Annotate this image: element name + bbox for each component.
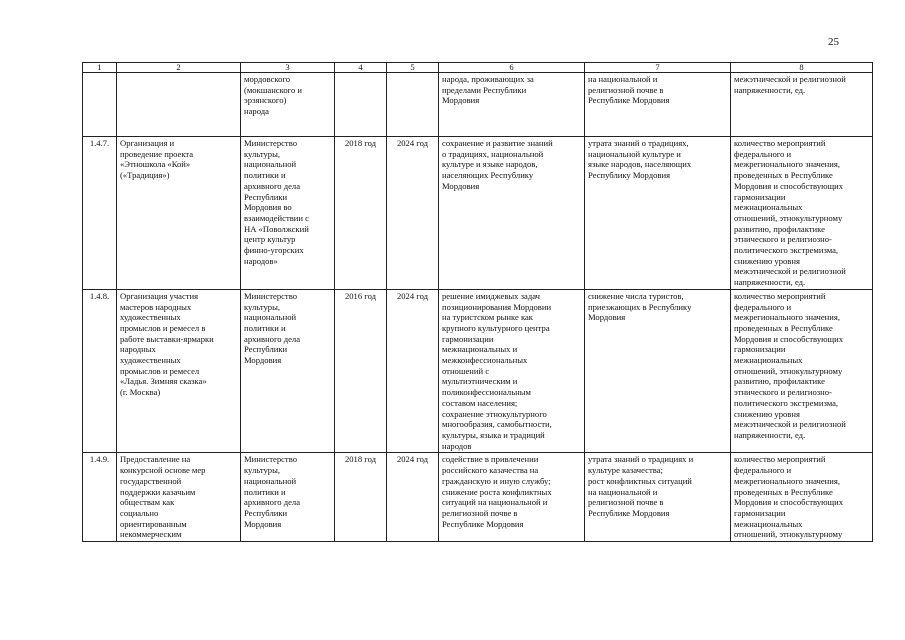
measure-name-cell: Организация участия мастеров народных художественных промыслов и ремесел в работе выставки-ярмарки народных художественных промыслов и ремесел «Ладья. Зимняя сказка» (г. Москва) [117,289,241,453]
column-header: 8 [731,63,873,73]
column-number-row [83,63,873,73]
measure-name-cell [117,73,241,137]
table-row [83,137,873,290]
indicator-cell: количество мероприятий федерального и межрегионального значения, проведенных в Республике Мордовия и способствующих гармонизации межнациональных отношений, этнокультурному [731,453,873,542]
expected-result-cell: решение имиджевых задач позиционирования Мордовии на туристском рынке как крупного культурного центра гармонизации межнациональных и межконфессиональных отношений с мультиэтническим и поликонфессиональным составом населения; сохранение этнокультурного многообразия, самобытности, культуры, языка и традиций народов [439,289,585,453]
item-number-cell [83,73,117,137]
item-number-cell: 1.4.9. [83,453,117,542]
column-header: 4 [335,63,387,73]
indicator-cell: количество мероприятий федерального и межрегионального значения, проведенных в Республике Мордовия и способствующих гармонизации межнациональных отношений, этнокультурному развитию, профилактике этнического и религиозно- политического экстремизма, снижению уровня межэтнической и религиозной напряженности, ед. [731,289,873,453]
start-year-cell: 2016 год [335,289,387,453]
column-header: 7 [585,63,731,73]
executor-cell: Министерство культуры, национальной политики и архивного дела Республики Мордовия [241,453,335,542]
consequence-cell: на национальной и религиозной почве в Республике Мордовия [585,73,731,137]
page-number: 25 [828,36,839,48]
start-year-cell: 2018 год [335,137,387,290]
executor-cell: мордовского (мокшанского и эрзянского) народа [241,73,335,137]
consequence-cell: снижение числа туристов, приезжающих в Республику Мордовия [585,289,731,453]
measure-name-cell: Организация и проведение проекта «Этношкола «Кой» («Традиция») [117,137,241,290]
expected-result-cell: народа, проживающих за пределами Республики Мордовия [439,73,585,137]
executor-cell: Министерство культуры, национальной политики и архивного дела Республики Мордовия во взаимодействии с НА «Поволжский центр культур финно-угорских народов» [241,137,335,290]
start-year-cell [335,73,387,137]
indicator-cell: количество мероприятий федерального и межрегионального значения, проведенных в Республике Мордовия и способствующих гармонизации межнациональных отношений, этнокультурному развитию, профилактике этнического и религиозно- политического экстремизма, снижению уровня межэтнической и религиозной напряженности, ед. [731,137,873,290]
table-row [83,289,873,453]
column-header: 3 [241,63,335,73]
expected-result-cell: содействие в привлечении российского казачества на гражданскую и иную службу; снижение роста конфликтных ситуаций на национальной и религиозной почве в Республике Мордовия [439,453,585,542]
table-row [83,453,873,542]
measure-name-cell: Предоставление на конкурсной основе мер государственной поддержки казачьим обществам как социально ориентированным некоммерческим [117,453,241,542]
item-number-cell: 1.4.7. [83,137,117,290]
end-year-cell: 2024 год [387,453,439,542]
measures-table [82,62,873,542]
indicator-cell: межэтнической и религиозной напряженности, ед. [731,73,873,137]
column-header: 5 [387,63,439,73]
end-year-cell: 2024 год [387,289,439,453]
column-header: 6 [439,63,585,73]
consequence-cell: утрата знаний о традициях, национальной культуре и языке народов, населяющих Республику Мордовия [585,137,731,290]
end-year-cell: 2024 год [387,137,439,290]
executor-cell: Министерство культуры, национальной политики и архивного дела Республики Мордовия [241,289,335,453]
table-row [83,73,873,137]
column-header: 2 [117,63,241,73]
item-number-cell: 1.4.8. [83,289,117,453]
consequence-cell: утрата знаний о традициях и культуре казачества; рост конфликтных ситуаций на национальной и религиозной почве в Республике Мордовия [585,453,731,542]
start-year-cell: 2018 год [335,453,387,542]
column-header: 1 [83,63,117,73]
expected-result-cell: сохранение и развитие знаний о традициях, национальной культуре и языке народов, населяющих Республику Мордовия [439,137,585,290]
end-year-cell [387,73,439,137]
